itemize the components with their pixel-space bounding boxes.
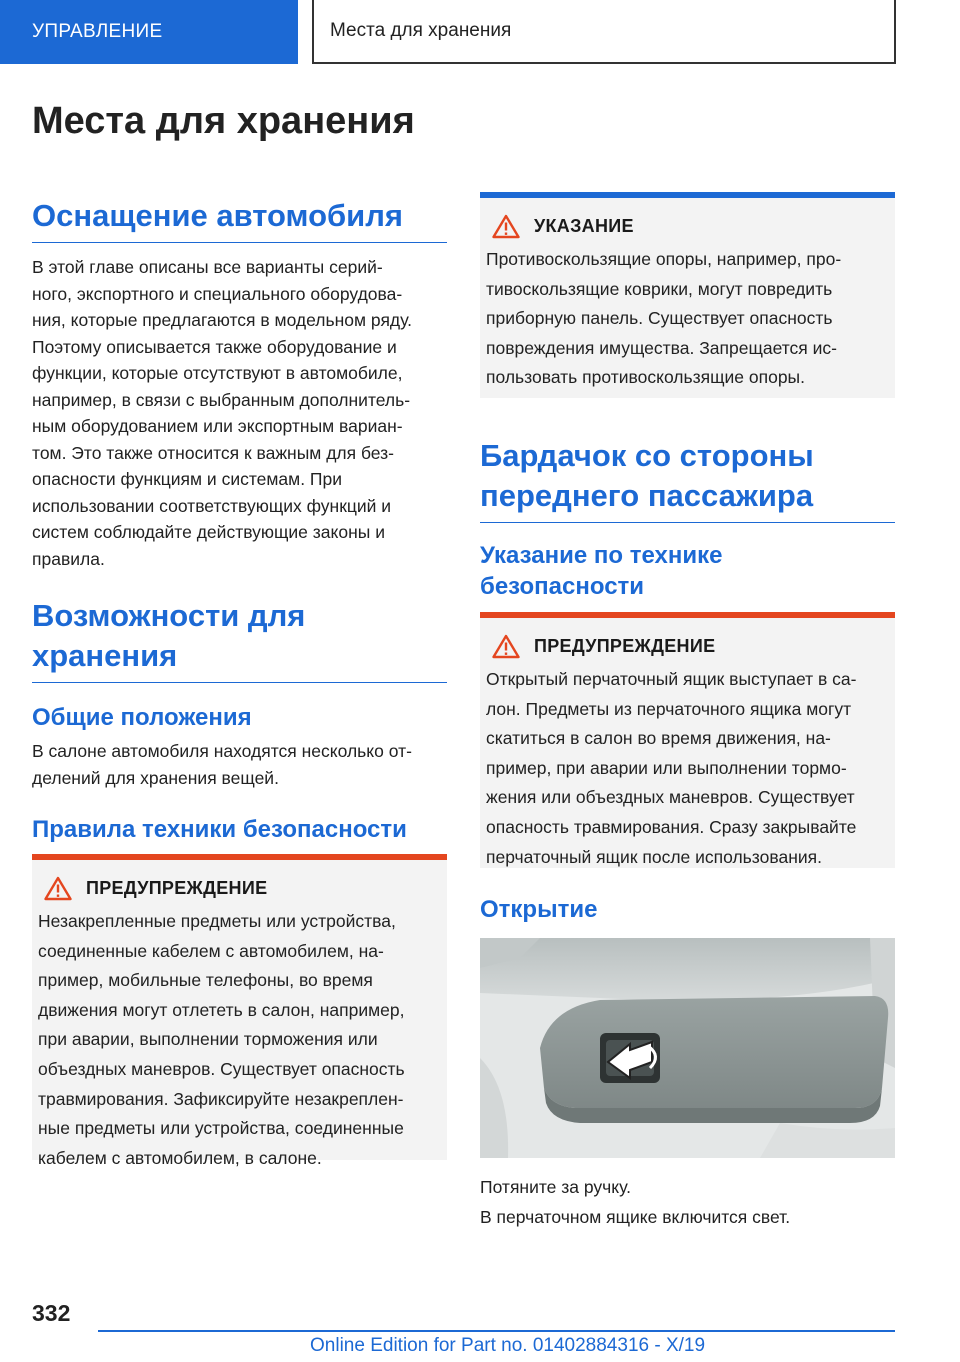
warning-label-right: ПРЕДУПРЕЖДЕНИЕ	[534, 636, 716, 656]
notice-triangle-icon	[492, 214, 520, 239]
notice-label: УКАЗАНИЕ	[534, 216, 634, 236]
warning-head-right	[486, 634, 889, 659]
glovebox-heading: Бардачок со стороны переднего пассажира	[480, 436, 895, 523]
notice-head	[486, 214, 889, 239]
safety-rules-heading: Правила техники безопасности	[32, 816, 407, 843]
warning-text: Незакрепленные предметы или устройства, соединенные кабелем с автомобилем, на- пример, мобильные телефоны, во время движения могут отлететь в салон, например, при аварии, выполнении торможения или объездных маневров. Существует опасность травмирования. Зафиксируйте незакреплен- ные предметы или устройства, соединенные кабелем с автомобилем, в салоне.	[38, 911, 405, 1168]
glovebox-illustration	[480, 938, 895, 1158]
warning-head	[38, 876, 441, 901]
page-title: Места для хранения	[32, 100, 415, 142]
warning-box-left	[32, 854, 447, 1168]
warning-label: ПРЕДУПРЕЖДЕНИЕ	[86, 878, 268, 898]
storage-options-heading: Возможности для хранения	[32, 596, 447, 683]
notice-text: Противоскользящие опоры, например, про- тивоскользящие коврики, могут повредить приборную панель. Существует опасность повреждения имущества. Запрещается ис- пользовать противоскользящие опоры.	[486, 249, 842, 388]
warning-text-right: Открытый перчаточный ящик выступает в са- лон. Предметы из перчаточного ящика могут скатиться в салон во время движения, на- пример, при аварии или выполнении тормо- жения или объездных маневров. Существует опасность травмирования. Сразу закрывайте перчаточный ящик после использования.	[486, 669, 857, 867]
chapter-label: Места для хранения	[312, 0, 896, 64]
page-number: 332	[32, 1300, 71, 1326]
warning-triangle-icon	[492, 634, 520, 659]
step-pull-handle: Потяните за ручку.	[480, 1177, 632, 1197]
equipment-text: В этой главе описаны все варианты серий- ного, экспортного и специального оборудова- ния, которые предлагаются в модельном ряду. Поэтому описывается также оборудование и функции, которые отсутствуют в автомобиле, например, в связи с выбранным дополнитель- ным оборудованием или экспортным вариан- том. Это также относится к важным для без- опасности функциям и системам. При использовании соответствующих функций и систем соблюдайте действующие законы и правила.	[32, 257, 412, 569]
edition-text: Online Edition for Part no. 01402884316 - X/19	[310, 1335, 706, 1356]
notice-box	[480, 192, 895, 398]
safety-note-heading: Указание по технике безопасности	[480, 542, 723, 600]
warning-triangle-icon	[44, 876, 72, 901]
step-light-on: В перчаточном ящике включится свет.	[480, 1207, 791, 1227]
section-tab[interactable]: УПРАВЛЕНИЕ	[0, 0, 298, 64]
equipment-heading: Оснащение автомобиля	[32, 196, 447, 243]
glovebox-photo	[480, 938, 895, 1158]
general-text: В салоне автомобиля находятся несколько от- делений для хранения вещей.	[32, 741, 412, 788]
general-heading: Общие положения	[32, 704, 252, 731]
opening-heading: Открытие	[480, 896, 598, 923]
footer-divider	[98, 1330, 895, 1332]
warning-box-right	[480, 612, 895, 868]
